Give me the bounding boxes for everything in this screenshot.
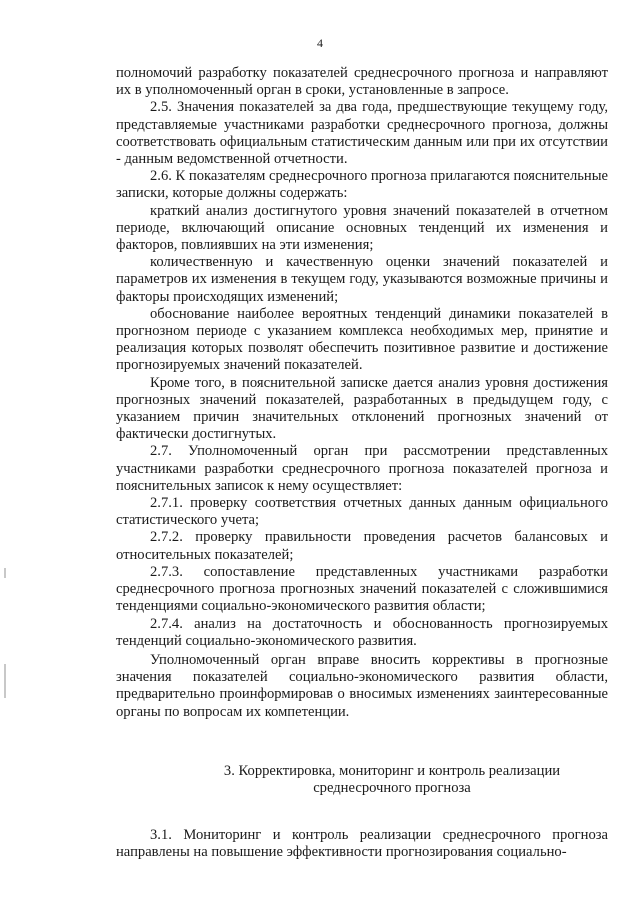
list-item-justification: обоснование наиболее вероятных тенденций динамики показателей в прогнозном периоде с указанием комплекса необходимых мер, принятие и реализация которых позволят обеспечить позитивное развитие и достижение прогнозируемых значений показателей. <box>116 305 608 374</box>
paragraph-2-7-3: 2.7.3. сопоставление представленных участниками разработки среднесрочного прогноза прогнозных значений показателей с сложившимися тенденциями социально-экономического развития области; <box>116 563 608 615</box>
paragraph-2-7-4: 2.7.4. анализ на достаточность и обоснованность прогнозируемых тенденций социально-экономического развития. <box>116 615 608 649</box>
list-item-assessment: количественную и качественную оценки значений показателей и параметров их изменения в текущем году, указываются возможные причины и факторы происходящих изменений; <box>116 254 608 305</box>
paragraph-3-1: 3.1. Мониторинг и контроль реализации среднесрочного прогноза направлены на повышение эффективности прогнозирования социально- <box>116 827 608 861</box>
page-number: 4 <box>317 36 323 50</box>
margin-mark <box>4 568 6 578</box>
margin-mark <box>4 664 6 698</box>
paragraph-2-5: 2.5. Значения показателей за два года, предшествующие текущему году, представляемые участниками разработки среднесрочного прогноза, должны соответствовать официальным статистическим данным или при их отсутствии - данным ведомственной отчетности. <box>116 99 608 168</box>
paragraph-additionally: Кроме того, в пояснительной записке дается анализ уровня достижения прогнозных значений показателей, разработанных в предыдущем году, с указанием причин значительных отклонений прогнозных значений от фактически достигнутых. <box>116 374 608 443</box>
paragraph-continuation: полномочий разработку показателей среднесрочного прогноза и направляют их в уполномоченный орган в сроки, установленные в запросе. <box>116 65 608 99</box>
section-heading-line-2: среднесрочного прогноза <box>313 779 471 796</box>
paragraph-2-7: 2.7. Уполномоченный орган при рассмотрении представленных участниками разработки среднесрочного прогноза показателей прогноза и пояснительных записок к нему осуществляет: <box>116 443 608 494</box>
list-item-analysis: краткий анализ достигнутого уровня значений показателей в отчетном периоде, включающий описание основных тенденций их изменения и факторов, повлиявших на эти изменения; <box>116 202 608 254</box>
section-heading <box>176 763 608 797</box>
paragraph-2-6: 2.6. К показателям среднесрочного прогноза прилагаются пояснительные записки, которые должны содержать: <box>116 168 608 202</box>
paragraph-2-7-2: 2.7.2. проверку правильности проведения расчетов балансовых и относительных показателей; <box>116 529 608 563</box>
paragraph-2-7-1: 2.7.1. проверку соответствия отчетных данных данным официального статистического учета; <box>116 495 608 529</box>
section-heading-line-1: 3. Корректировка, мониторинг и контроль реализации <box>223 762 561 779</box>
document-body <box>116 65 608 862</box>
paragraph-corrections: Уполномоченный орган вправе вносить коррективы в прогнозные значения показателей социально-экономического развития области, предварительно проинформировав о вносимых изменениях заинтересованные органы по вопросам их компетенции. <box>116 651 608 720</box>
